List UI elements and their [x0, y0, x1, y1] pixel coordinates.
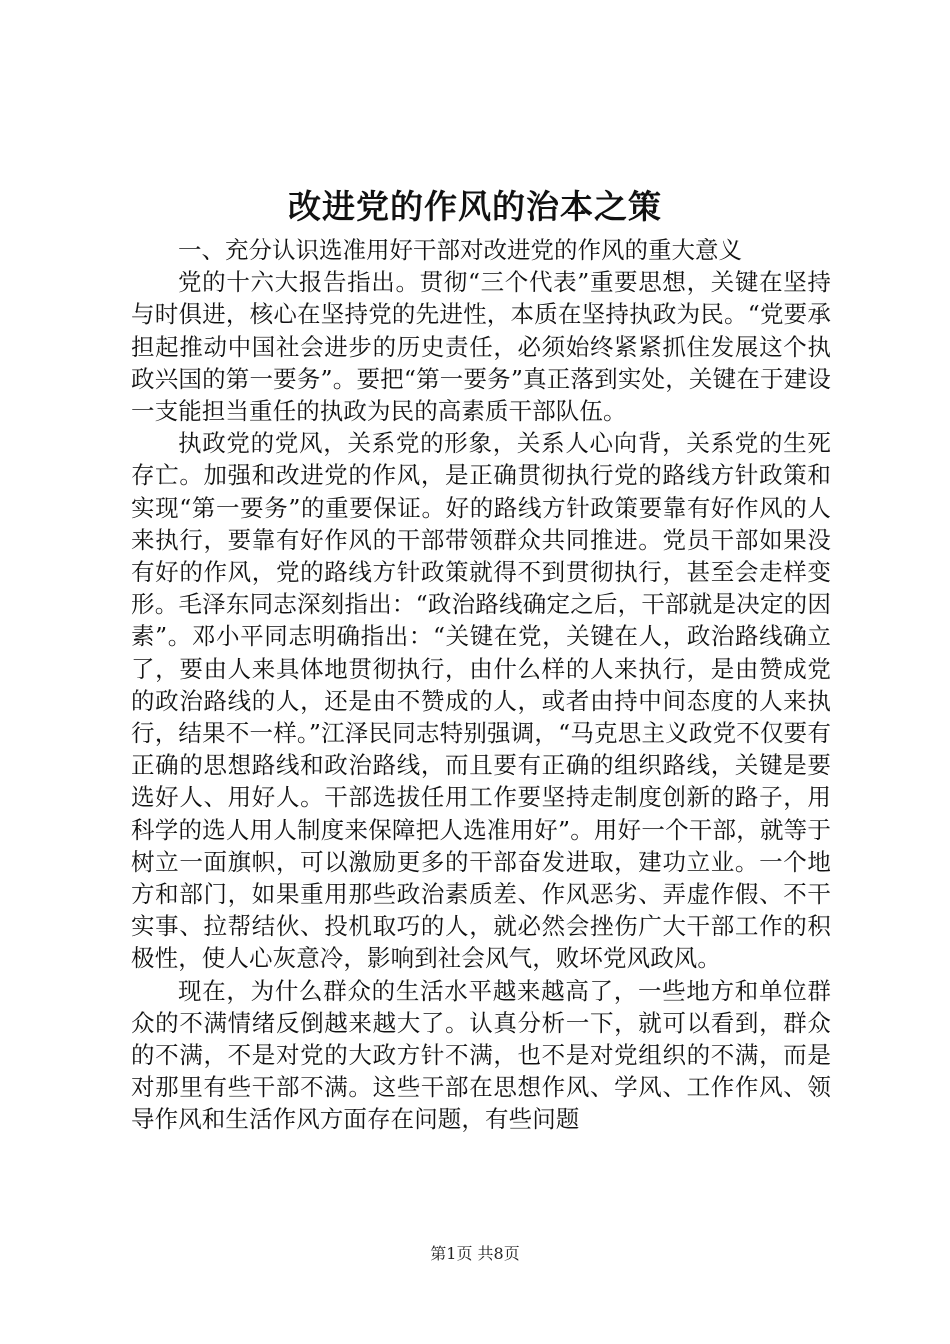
section-heading: 一、充分认识选准用好干部对改进党的作风的重大意义 [178, 236, 742, 264]
document-title: 改进党的作风的治本之策 [288, 187, 662, 226]
paragraph-1: 党的十六大报告指出。贯彻“三个代表”重要思想，关键在坚持与时俱进，核心在坚持党的先进性，本质在坚持执政为民。“党要承担起推动中国社会进步的历史责任，必须始终紧紧抓住发展这个执政兴国的第一要务”。要把“第一要务”真正落到实处，关键在于建设一支能担当重任的执政为民的高素质干部队伍。 [131, 268, 831, 426]
page-footer: 第1页 共8页 [430, 1244, 520, 1263]
paragraph-3: 现在，为什么群众的生活水平越来越高了，一些地方和单位群众的不满情绪反倒越来越大了。认真分析一下，就可以看到，群众的不满，不是对党的大政方针不满，也不是对党组织的不满，而是对那里有些干部不满。这些干部在思想作风、学风、工作作风、领导作风和生活作风方面存在问题，有些问题 [131, 976, 831, 1134]
paragraph-2: 执政党的党风，关系党的形象，关系人心向背，关系党的生死存亡。加强和改进党的作风，是正确贯彻执行党的路线方针政策和实现“第一要务”的重要保证。好的路线方针政策要靠有好作风的人来执行，要靠有好作风的干部带领群众共同推进。党员干部如果没有好的作风，党的路线方针政策就得不到贯彻执行，甚至会走样变形。毛泽东同志深刻指出：“政治路线确定之后，干部就是决定的因素”。邓小平同志明确指出：“关键在党，关键在人，政治路线确立了，要由人来具体地贯彻执行，由什么样的人来执行，是由赞成党的政治路线的人，还是由不赞成的人，或者由持中间态度的人来执行，结果不一样。”江泽民同志特别强调，“马克思主义政党不仅要有正确的思想路线和政治路线，而且要有正确的组织路线，关键是要选好人、用好人。干部选拔任用工作要坚持走制度创新的路子，用科学的选人用人制度来保障把人选准用好”。用好一个干部，就等于树立一面旗帜，可以激励更多的干部奋发进取，建功立业。一个地方和部门，如果重用那些政治素质差、作风恶劣、弄虚作假、不干实事、拉帮结伙、投机取巧的人，就必然会挫伤广大干部工作的积极性，使人心灰意冷，影响到社会风气，败坏党风政风。 [131, 429, 831, 973]
document-body [131, 234, 831, 1136]
